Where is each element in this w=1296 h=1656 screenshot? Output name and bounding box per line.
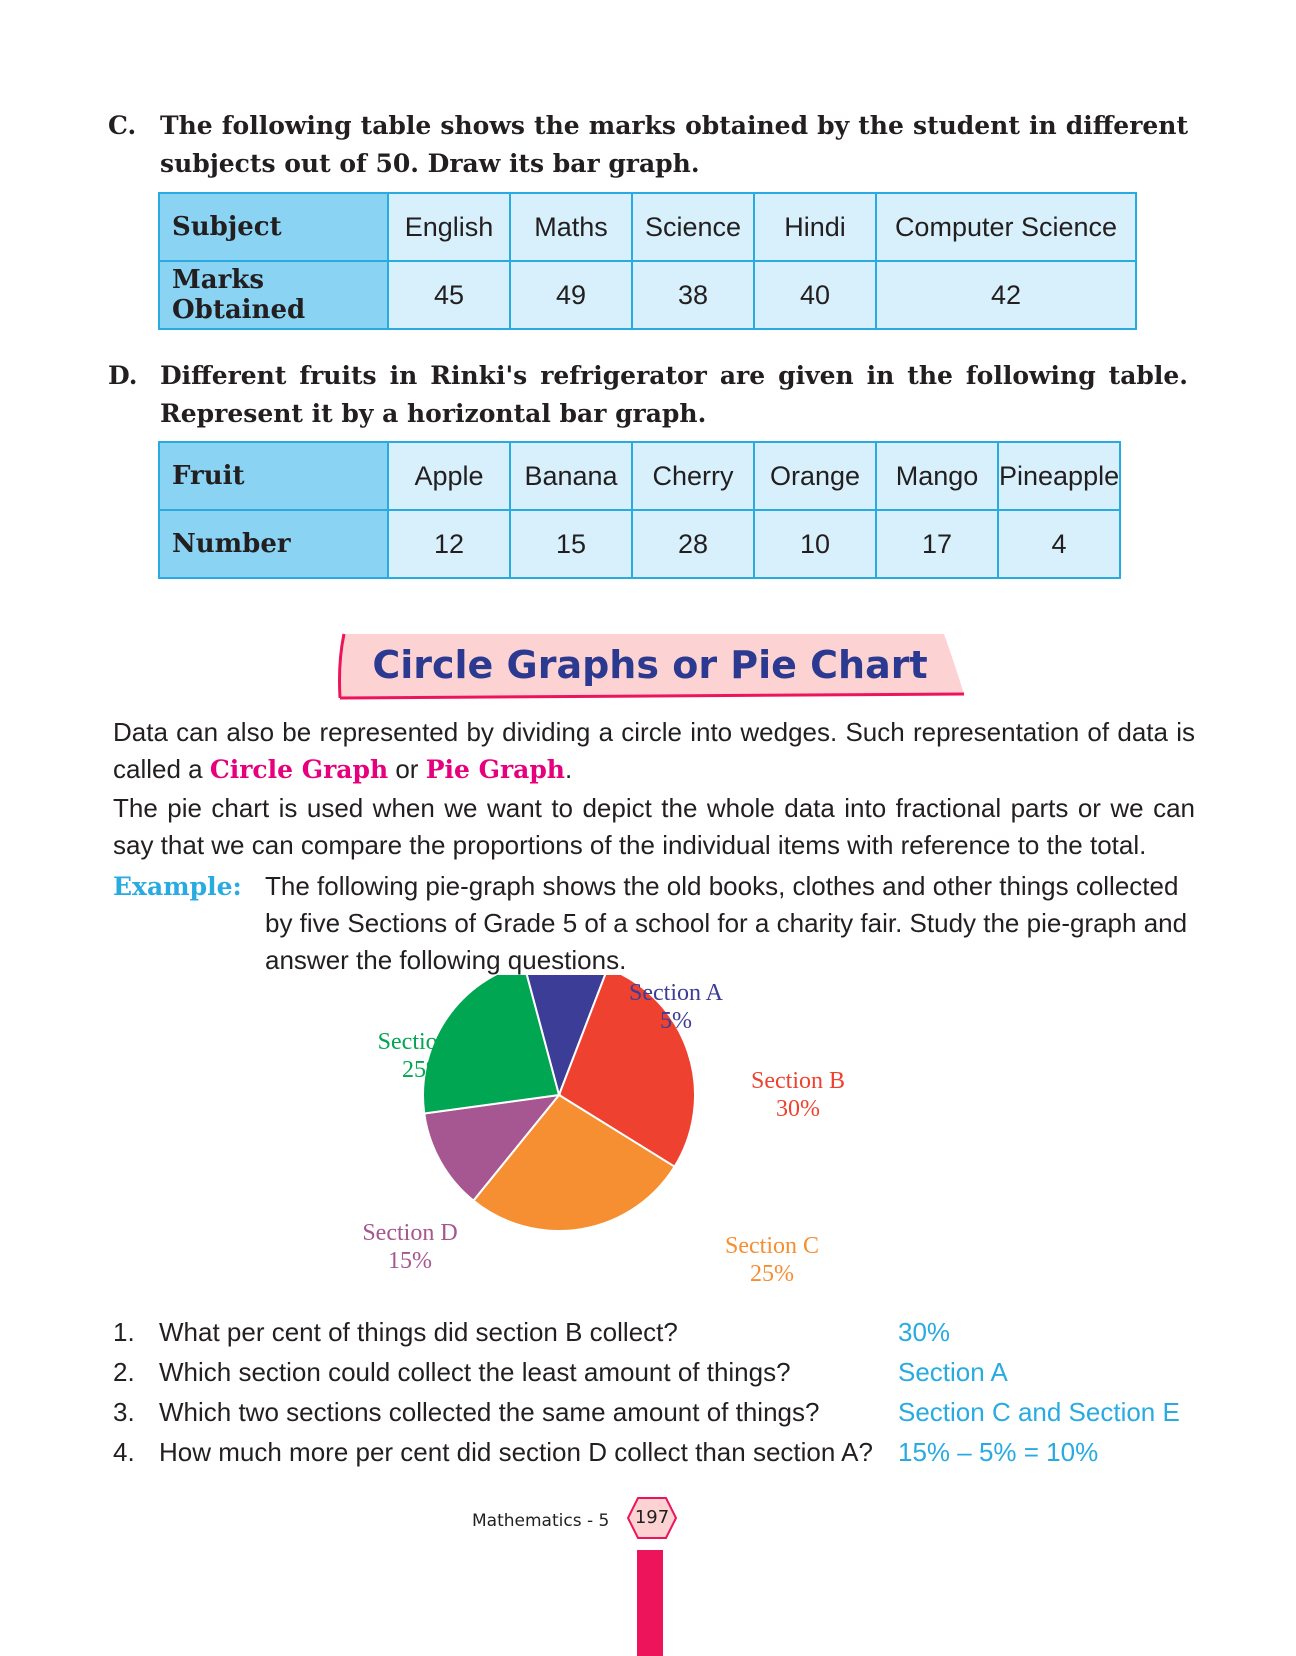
pie-label-name: Section A bbox=[629, 980, 723, 1006]
table-row bbox=[159, 261, 1136, 329]
pie-label-e bbox=[354, 1028, 494, 1084]
pie-label-value: 25% bbox=[402, 1057, 446, 1083]
question-text: Which section could collect the least amount of things? bbox=[159, 1357, 791, 1387]
footer-accent-bar bbox=[637, 1550, 663, 1656]
table-row-header: Fruit bbox=[159, 442, 388, 510]
question-answer: 15% – 5% = 10% bbox=[898, 1437, 1099, 1467]
table-cell: Mango bbox=[876, 442, 998, 510]
pie-label-d bbox=[340, 1219, 480, 1275]
table-cell: Apple bbox=[388, 442, 510, 510]
question-d-text: Different fruits in Rinki's refrigerator are given in the following table. Represent it by a horizontal bar graph. bbox=[160, 361, 1188, 428]
table-cell: 17 bbox=[876, 510, 998, 578]
pie-label-value: 5% bbox=[660, 1008, 692, 1034]
table-cell: 45 bbox=[388, 261, 510, 329]
pie-label-name: Section D bbox=[362, 1220, 458, 1246]
table-cell: 38 bbox=[632, 261, 754, 329]
question-d-letter: D. bbox=[108, 361, 138, 390]
list-item bbox=[113, 1312, 1213, 1352]
table-cell: 42 bbox=[876, 261, 1136, 329]
table-row bbox=[159, 193, 1136, 261]
table-cell: English bbox=[388, 193, 510, 261]
table-row-header: Subject bbox=[159, 193, 388, 261]
pie-label-b bbox=[728, 1067, 868, 1123]
question-c-text: The following table shows the marks obtained by the student in different subjects out of 50. Draw its bar graph. bbox=[160, 111, 1188, 178]
intro-paragraph bbox=[113, 714, 1195, 788]
table-cell: 15 bbox=[510, 510, 632, 578]
table-cell: Orange bbox=[754, 442, 876, 510]
section-title: Circle Graphs or Pie Chart bbox=[372, 643, 928, 687]
table-row-header: Number bbox=[159, 510, 388, 578]
question-number: 2. bbox=[113, 1357, 135, 1387]
section-banner bbox=[336, 632, 964, 700]
table-cell: Pineapple bbox=[998, 442, 1120, 510]
term-pie-graph: Pie Graph bbox=[425, 755, 565, 784]
pie-label-name: Section E bbox=[377, 1029, 471, 1055]
table-cell: 4 bbox=[998, 510, 1120, 578]
table-row bbox=[159, 510, 1120, 578]
pie-chart bbox=[340, 975, 900, 1315]
table-cell: 10 bbox=[754, 510, 876, 578]
table-cell: Banana bbox=[510, 442, 632, 510]
question-d bbox=[108, 357, 1188, 433]
question-answer: 30% bbox=[898, 1317, 951, 1347]
pie-label-a bbox=[606, 979, 746, 1035]
table-cell: 28 bbox=[632, 510, 754, 578]
example-label: Example: bbox=[113, 872, 242, 901]
table-cell: 40 bbox=[754, 261, 876, 329]
list-item bbox=[113, 1432, 1213, 1472]
pie-label-c bbox=[702, 1232, 842, 1288]
table-row bbox=[159, 442, 1120, 510]
question-number: 1. bbox=[113, 1317, 135, 1347]
term-circle-graph: Circle Graph bbox=[209, 755, 389, 784]
table-cell: 49 bbox=[510, 261, 632, 329]
question-answer: Section C and Section E bbox=[898, 1397, 1180, 1427]
table-cell: Hindi bbox=[754, 193, 876, 261]
question-number: 3. bbox=[113, 1397, 135, 1427]
pie-label-name: Section C bbox=[725, 1233, 819, 1259]
question-c-letter: C. bbox=[108, 111, 137, 140]
question-text: What per cent of things did section B collect? bbox=[159, 1317, 678, 1347]
table-cell: Cherry bbox=[632, 442, 754, 510]
footer-book-title: Mathematics - 5 bbox=[472, 1511, 610, 1531]
intro-or: or bbox=[388, 754, 426, 784]
question-c bbox=[108, 107, 1188, 183]
list-item bbox=[113, 1392, 1213, 1432]
table-cell: Computer Science bbox=[876, 193, 1136, 261]
list-item bbox=[113, 1352, 1213, 1392]
fruits-table bbox=[158, 441, 1121, 579]
example-text: The following pie-graph shows the old books, clothes and other things collected by five Sections of Grade 5 of a school for a charity fair. Study the pie-graph and answer the following questions. bbox=[265, 871, 1188, 975]
pie-label-name: Section B bbox=[751, 1068, 845, 1094]
pie-label-value: 15% bbox=[388, 1248, 432, 1274]
question-text: How much more per cent did section D collect than section A? bbox=[159, 1437, 873, 1467]
question-text: Which two sections collected the same amount of things? bbox=[159, 1397, 820, 1427]
page-number: 197 bbox=[634, 1507, 670, 1528]
question-number: 4. bbox=[113, 1437, 135, 1467]
pie-label-value: 30% bbox=[776, 1096, 820, 1122]
table-cell: 12 bbox=[388, 510, 510, 578]
question-answer: Section A bbox=[898, 1357, 1008, 1387]
intro-text: Data can also be represented by dividing a circle into wedges. Such representation of data is called a bbox=[113, 717, 1195, 784]
intro-paragraph-2: The pie chart is used when we want to depict the whole data into fractional parts or we can say that we can compare the proportions of the individual items with reference to the total. bbox=[113, 793, 1195, 860]
marks-table bbox=[158, 192, 1137, 330]
intro-end: . bbox=[565, 754, 573, 784]
table-row-header: Marks Obtained bbox=[159, 261, 388, 329]
table-cell: Maths bbox=[510, 193, 632, 261]
table-cell: Science bbox=[632, 193, 754, 261]
pie-label-value: 25% bbox=[750, 1261, 794, 1287]
